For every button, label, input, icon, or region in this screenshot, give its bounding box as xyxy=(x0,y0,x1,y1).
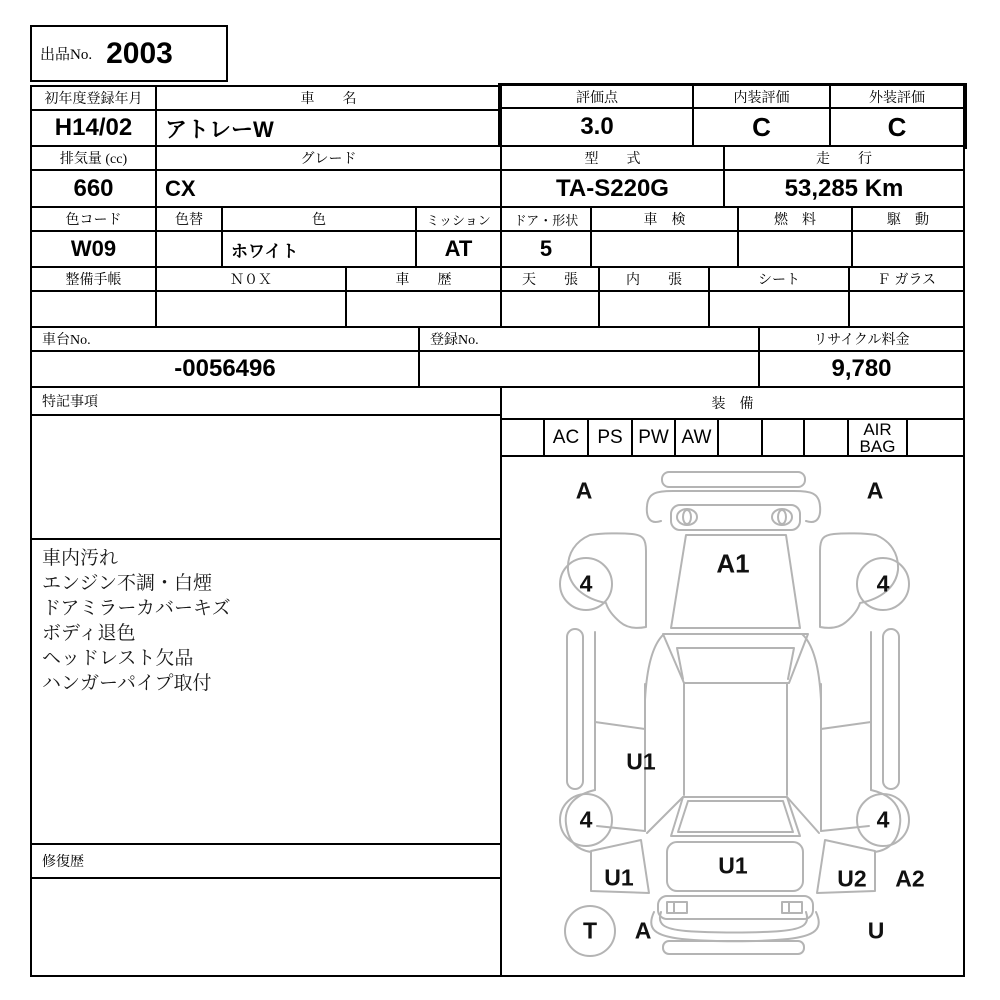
headliner-value xyxy=(500,290,600,328)
equipment-cell xyxy=(803,418,849,457)
equipment-cell-pw: PW xyxy=(631,418,676,457)
recycle-fee-value: 9,780 xyxy=(758,350,965,388)
note-item: ヘッドレスト欠品 xyxy=(42,648,194,669)
fuel-value xyxy=(737,230,853,268)
exterior-label: 外装評価 xyxy=(831,86,963,107)
nox-value xyxy=(155,290,347,328)
first-reg-label: 初年度登録年月 xyxy=(30,85,157,111)
interior-value: C xyxy=(694,109,829,145)
mark-rear-hatch-u1: U1 xyxy=(718,852,748,879)
auction-number-value: 2003 xyxy=(106,36,173,70)
doors-label: ドア・形状 xyxy=(500,206,592,232)
drive-label: 駆 動 xyxy=(851,206,965,232)
inspection-value xyxy=(590,230,739,268)
color-change-value xyxy=(155,230,223,268)
mileage-label: 走 行 xyxy=(723,145,965,171)
grade-label: グレード xyxy=(155,145,502,171)
inspection-label: 車 検 xyxy=(590,206,739,232)
note-item: ドアミラーカバーキズ xyxy=(42,598,231,619)
reg-no-label: 登録No. xyxy=(418,326,760,352)
mark-front-left-a: A xyxy=(575,477,593,504)
service-book-label: 整備手帳 xyxy=(30,266,157,292)
history-label: 車 歴 xyxy=(345,266,502,292)
mark-tire-t: T xyxy=(582,917,598,944)
equipment-cell-ac: AC xyxy=(543,418,589,457)
doors-value: 5 xyxy=(500,230,592,268)
mark-rear-bumper-left-a: A xyxy=(634,917,652,944)
drive-value xyxy=(851,230,965,268)
repair-history-box xyxy=(30,877,502,977)
displacement-label: 排気量 (cc) xyxy=(30,145,157,171)
equipment-cell xyxy=(906,418,965,457)
color-value: ホワイト xyxy=(221,230,417,268)
color-label: 色 xyxy=(221,206,417,232)
repair-history-header: 修復歴 xyxy=(30,843,502,879)
history-value xyxy=(345,290,502,328)
color-change-label: 色替 xyxy=(155,206,223,232)
mark-windshield-a1: A1 xyxy=(716,548,750,579)
mark-rear-quarter-left-u1: U1 xyxy=(604,864,634,891)
exterior-value: C xyxy=(831,109,963,145)
door-trim-value xyxy=(598,290,710,328)
note-item: ハンガーパイプ取付 xyxy=(42,673,212,694)
notes-empty-box xyxy=(30,414,502,540)
mark-wheel-rl-4: 4 xyxy=(579,806,593,833)
car-name-value: アトレーW xyxy=(155,109,502,147)
equipment-cell xyxy=(500,418,545,457)
note-item: 車内汚れ xyxy=(42,548,119,569)
interior-label: 内装評価 xyxy=(694,86,829,107)
car-outline-diagram xyxy=(502,457,963,975)
nox-label: Ｎ０Ｘ xyxy=(155,266,347,292)
equipment-cell-airbag: AIR BAG xyxy=(847,418,908,457)
mark-wheel-fr-4: 4 xyxy=(876,570,890,597)
service-book-value xyxy=(30,290,157,328)
seat-value xyxy=(708,290,850,328)
fuel-label: 燃 料 xyxy=(737,206,853,232)
mark-front-right-a: A xyxy=(866,477,884,504)
model-code-label: 型 式 xyxy=(500,145,725,171)
auction-number-label: 出品No. xyxy=(40,47,93,63)
recycle-fee-label: リサイクル料金 xyxy=(758,326,965,352)
auction-number-box xyxy=(30,25,228,82)
equipment-header: 装 備 xyxy=(500,386,965,420)
mark-rear-right-a2: A2 xyxy=(895,865,925,892)
transmission-value: AT xyxy=(415,230,502,268)
color-code-value: W09 xyxy=(30,230,157,268)
seat-label: シート xyxy=(708,266,850,292)
f-glass-value xyxy=(848,290,965,328)
mark-left-side-u1: U1 xyxy=(626,748,656,775)
headliner-label: 天 張 xyxy=(500,266,600,292)
mark-rear-bumper-right-u: U xyxy=(867,917,885,944)
notes-list xyxy=(30,538,502,845)
chassis-no-value: -0056496 xyxy=(30,350,420,388)
equipment-cell-aw: AW xyxy=(674,418,719,457)
notes-header: 特記事項 xyxy=(30,386,502,416)
transmission-label: ミッション xyxy=(415,206,502,232)
note-item: エンジン不調・白煙 xyxy=(42,573,213,594)
equipment-cell xyxy=(761,418,805,457)
grade-value: CX xyxy=(155,169,502,208)
equipment-cell-ps: PS xyxy=(587,418,633,457)
mark-wheel-fl-4: 4 xyxy=(579,570,593,597)
score-value: 3.0 xyxy=(502,109,692,145)
color-code-label: 色コード xyxy=(30,206,157,232)
note-item: ボディ退色 xyxy=(42,623,136,644)
car-name-label: 車 名 xyxy=(155,85,502,111)
mark-rear-quarter-right-u2: U2 xyxy=(837,865,867,892)
reg-no-value xyxy=(418,350,760,388)
first-reg-value: H14/02 xyxy=(30,109,157,147)
mark-wheel-rr-4: 4 xyxy=(876,806,890,833)
door-trim-label: 内 張 xyxy=(598,266,710,292)
score-label: 評価点 xyxy=(502,86,692,107)
mileage-value: 53,285 Km xyxy=(723,169,965,208)
f-glass-label: Ｆ ガラス xyxy=(848,266,965,292)
displacement-value: 660 xyxy=(30,169,157,208)
equipment-cell xyxy=(717,418,763,457)
chassis-no-label: 車台No. xyxy=(30,326,420,352)
model-code-value: TA-S220G xyxy=(500,169,725,208)
